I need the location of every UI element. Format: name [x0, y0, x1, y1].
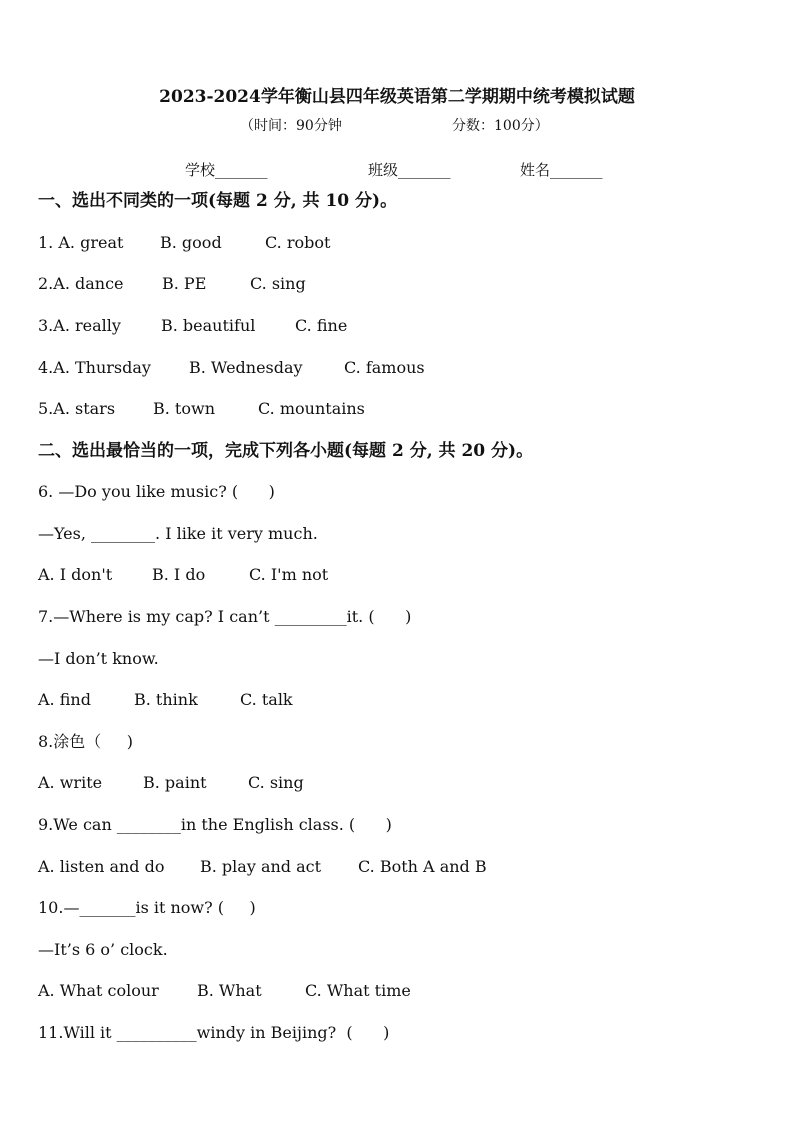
section-1-heading: 一、选出不同类的一项(每题 2 分, 共 10 分)。	[38, 191, 398, 211]
question-9-option-a: A. listen and do	[38, 857, 165, 876]
question-8-option-b: B. paint	[143, 773, 207, 792]
question-option-b: B. PE	[162, 274, 207, 293]
question-option-c: C. mountains	[258, 399, 365, 418]
question-option-c: C. robot	[265, 233, 331, 252]
question-7-reply: —I don’t know.	[38, 649, 159, 668]
class-field: 班级_______	[368, 161, 451, 179]
question-option-b: B. town	[153, 399, 215, 418]
exam-score: 分数：100分）	[452, 118, 549, 134]
question-7-option-a: A. find	[38, 690, 91, 709]
exam-time: （时间：90分钟	[240, 118, 342, 134]
question-9-stem: 9.We can ________in the English class. ( )	[38, 815, 392, 834]
question-option-a: 4.A. Thursday	[38, 358, 151, 377]
question-6-stem: 6. —Do you like music? ( )	[38, 482, 275, 501]
school-field: 学校_______	[185, 161, 268, 179]
question-10-option-a: A. What colour	[38, 981, 159, 1000]
question-6-option-b: B. I do	[152, 565, 206, 584]
question-9-option-b: B. play and act	[200, 857, 322, 876]
question-option-a: 3.A. really	[38, 316, 121, 335]
question-option-b: B. Wednesday	[189, 358, 303, 377]
page-title: 2023-2024学年衡山县四年级英语第二学期期中统考模拟试题	[159, 87, 635, 107]
question-10-reply: —It’s 6 o’ clock.	[38, 940, 168, 959]
question-option-c: C. famous	[344, 358, 425, 377]
section-2-heading: 二、选出最恰当的一项，完成下列各小题(每题 2 分, 共 20 分)。	[38, 441, 534, 461]
question-7-option-c: C. talk	[240, 690, 293, 709]
question-7-stem: 7.—Where is my cap? I can’t _________it. ( )	[38, 607, 412, 626]
question-10-stem: 10.—_______is it now? ( )	[38, 898, 256, 917]
question-8-option-a: A. write	[38, 773, 103, 792]
question-option-a: 5.A. stars	[38, 399, 116, 418]
question-8-stem: 8.涂色（ )	[38, 732, 133, 751]
question-option-a: 2.A. dance	[38, 274, 124, 293]
question-9-option-c: C. Both A and B	[358, 857, 487, 876]
question-6-option-a: A. I don't	[38, 565, 113, 584]
question-11-stem: 11.Will it __________windy in Beijing? ( )	[38, 1023, 390, 1042]
question-option-b: B. good	[160, 233, 222, 252]
question-10-option-b: B. What	[197, 981, 262, 1000]
question-6-option-c: C. I'm not	[249, 565, 329, 584]
question-option-c: C. fine	[295, 316, 348, 335]
question-option-a: 1. A. great	[38, 233, 124, 252]
question-10-option-c: C. What time	[305, 981, 411, 1000]
question-option-c: C. sing	[250, 274, 306, 293]
question-7-option-b: B. think	[134, 690, 198, 709]
name-field: 姓名_______	[520, 161, 603, 179]
question-option-b: B. beautiful	[161, 316, 256, 335]
question-6-reply: —Yes, ________. I like it very much.	[38, 524, 318, 543]
question-8-option-c: C. sing	[248, 773, 304, 792]
